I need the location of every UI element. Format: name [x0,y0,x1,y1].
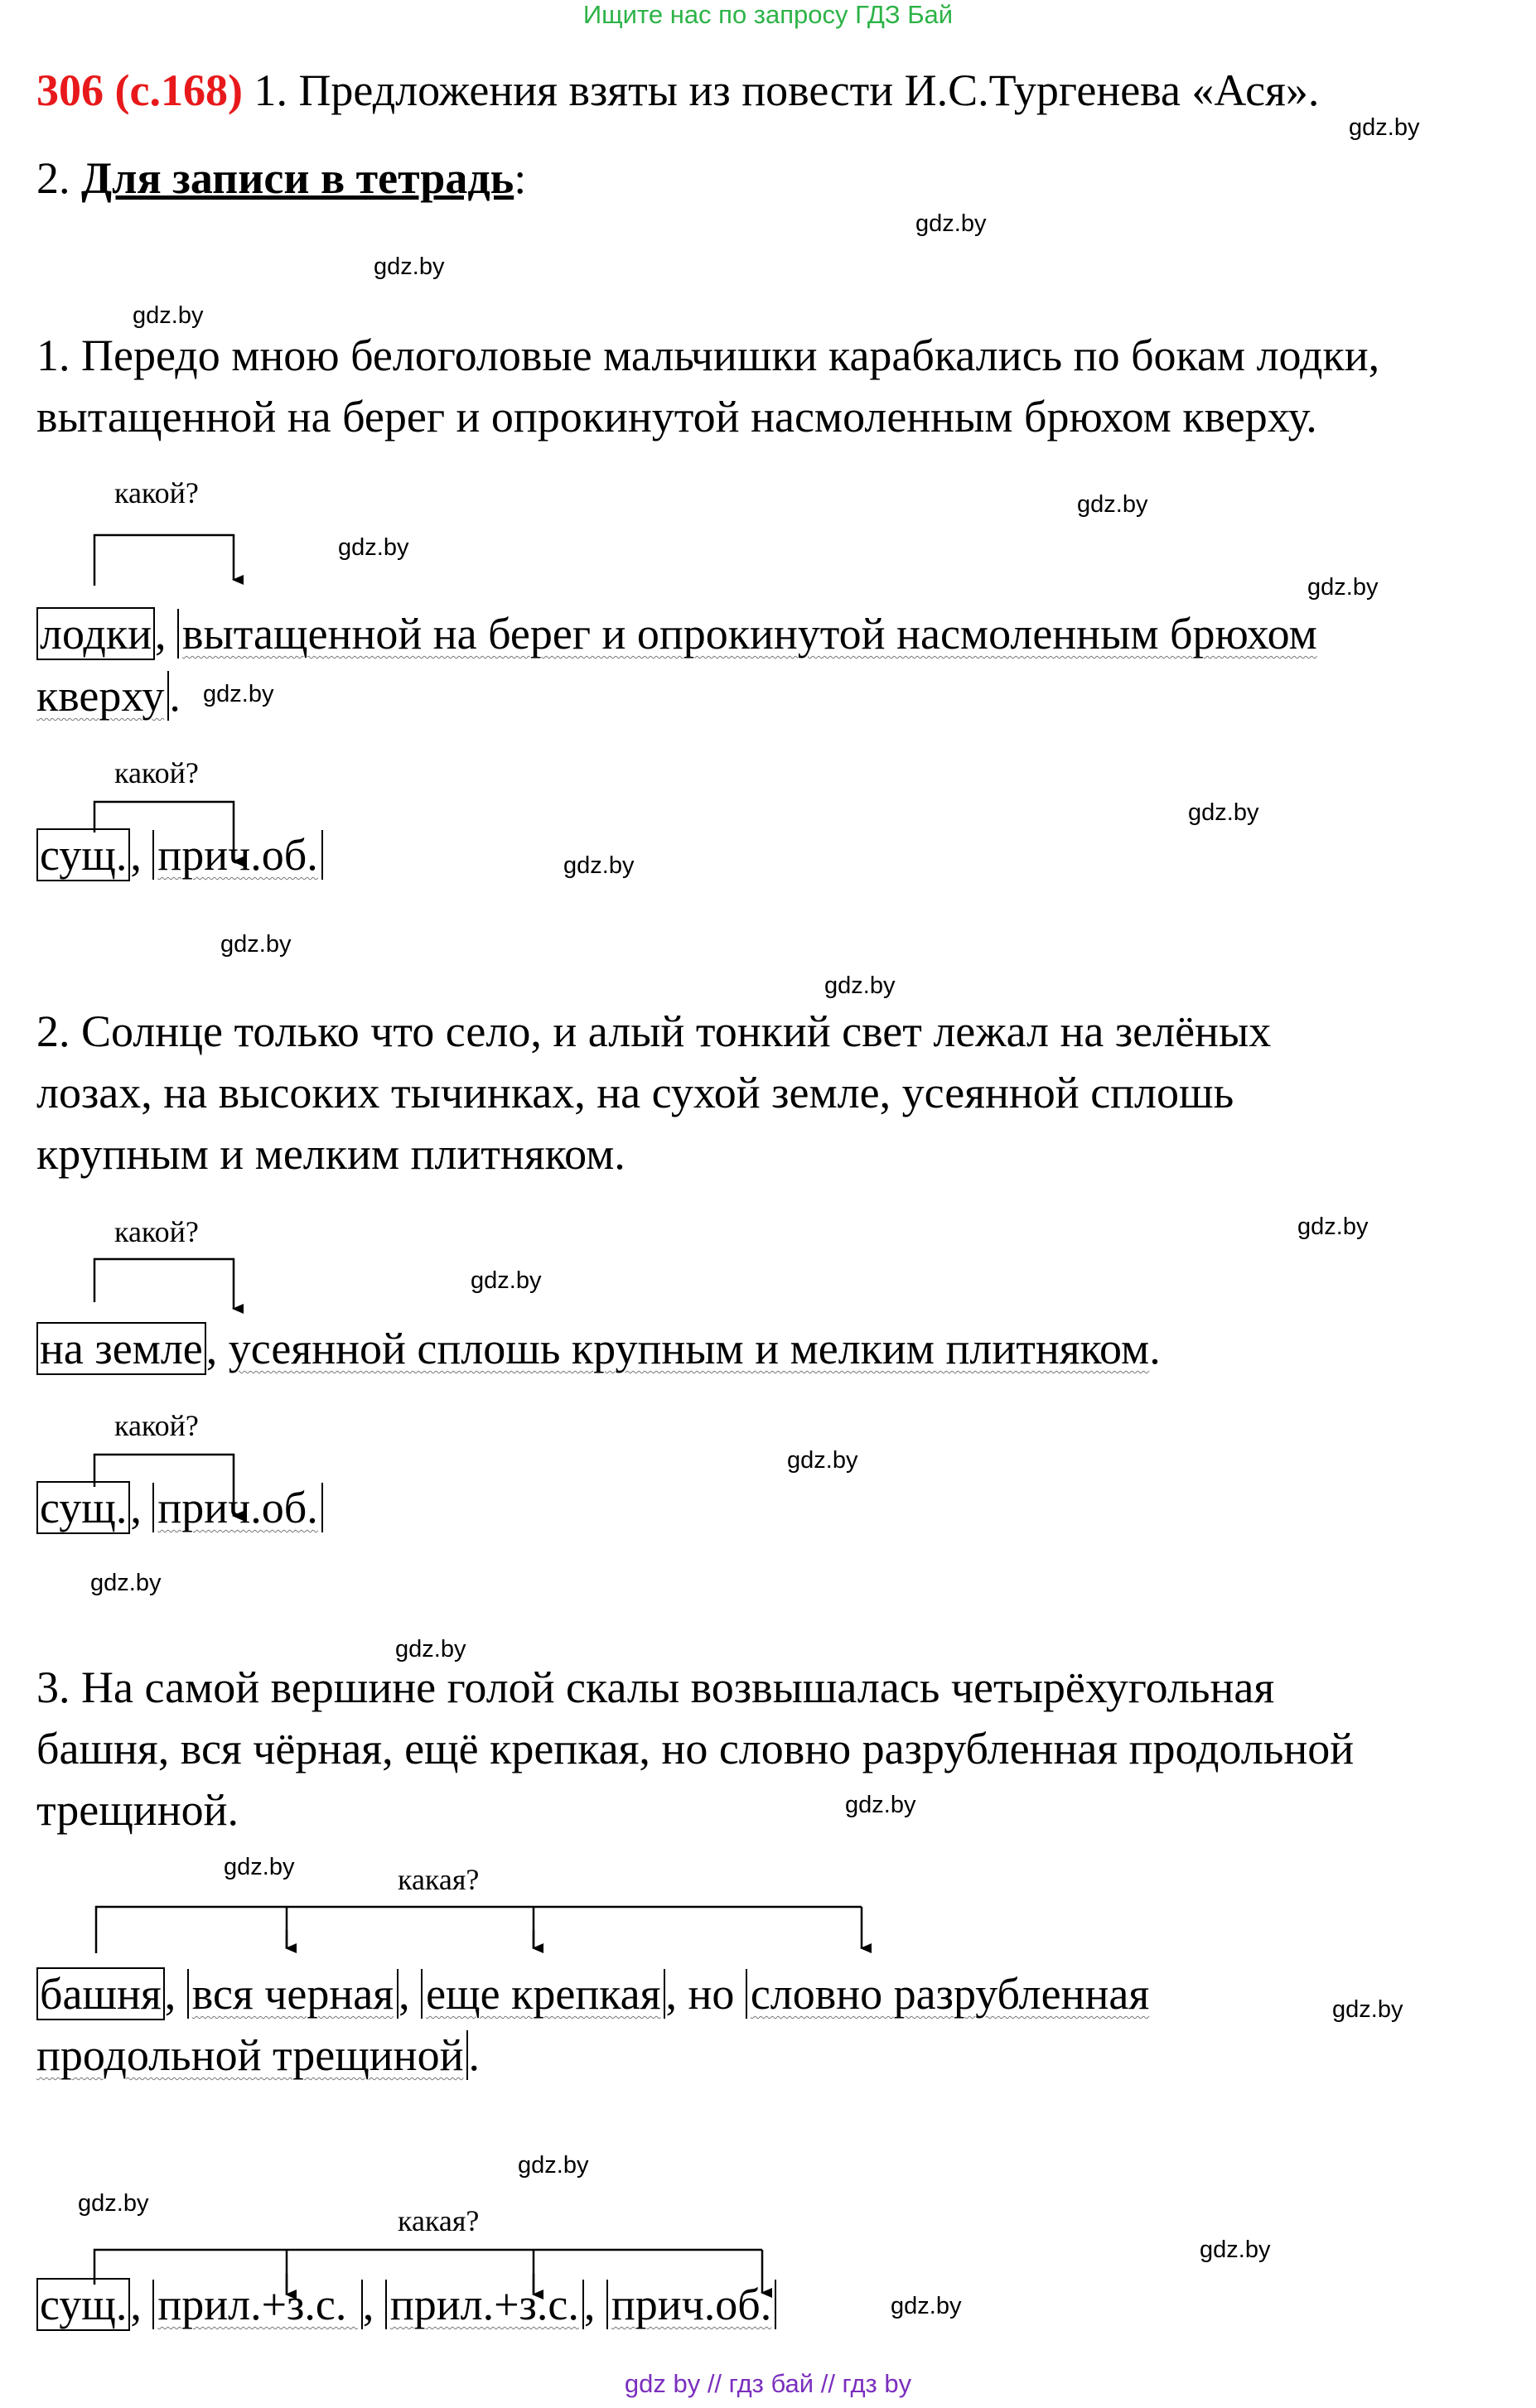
punct: . [169,671,181,721]
scheme-participle: прич.об. [152,830,322,880]
sentence-3-line-1: 3. На самой вершине голой скалы возвышалась четырёхугольная [36,1662,1275,1712]
task-title: Для записи в тетрадь [81,153,514,203]
watermark: gdz.by [471,1267,542,1294]
watermark: gdz.by [220,931,292,958]
punct: , [130,1483,153,1532]
scheme-noun: сущ. [36,828,130,881]
punct: , [205,1324,229,1373]
watermark: gdz.by [1200,2237,1271,2263]
arrow-6 [94,2250,762,2293]
scheme-adjective: прил.+з.с. [385,2280,584,2329]
watermark: gdz.by [78,2190,149,2217]
attribute-phrase: еще крепкая [421,1969,665,2019]
watermark: gdz.by [563,852,635,879]
watermark: gdz.by [824,972,896,999]
sentence-1-line-2: вытащенной на берег и опрокинутой насмоленным брюхом кверху. [36,392,1317,442]
punct: , [583,2280,606,2329]
participial-phrase: словно разрубленная [746,1969,1149,2019]
conjunction: , но [665,1969,746,2019]
arrow-6a-head [287,2274,534,2295]
banner-text[interactable]: Ищите нас по запросу ГДЗ Бай [582,0,954,29]
watermark: gdz.by [395,1636,466,1662]
arrow-1 [94,535,234,586]
watermark: gdz.by [338,534,409,561]
watermark: gdz.by [90,1570,162,1596]
punct: , [130,2280,153,2329]
watermark: gdz.by [1307,574,1379,601]
sentence-3-line-2: башня, вся чёрная, ещё крепкая, но словно разрубленная продольной [36,1724,1355,1773]
scheme-participle: прич.об. [606,2280,776,2329]
question-label: какая? [398,1863,480,1896]
defined-noun: на земле [36,1322,206,1375]
scheme-adjective: прил.+з.с. [152,2280,363,2329]
defined-noun: лодки [36,607,155,660]
footer-link[interactable]: гдз by [842,2369,912,2398]
watermark: gdz.by [845,1792,916,1818]
defined-noun: башня [36,1967,165,2020]
exercise-intro: 1. Предложения взяты из повести И.С.Тургенева «Ася». [242,65,1320,115]
arrow-3 [94,1259,234,1309]
watermark: gdz.by [224,1854,295,1880]
sentence-1-line-1: 1. Передо мною белоголовые мальчишки карабкались по бокам лодки, [36,331,1380,380]
participial-phrase-end: продольной трещиной [36,2030,468,2080]
attribute-phrase: вся черная [187,1969,398,2019]
question-label: какой? [114,476,199,509]
punct: , [398,1969,422,2019]
question-label: какой? [114,756,199,789]
sentence-2-line-3: крупным и мелким плитняком. [36,1129,626,1179]
punct: , [130,830,153,880]
watermark: gdz.by [203,681,274,707]
scheme-noun: сущ. [36,1481,130,1534]
punct: . [468,2030,480,2080]
arrow-2 [94,802,234,861]
scheme-noun: сущ. [36,2278,130,2331]
participial-phrase: вытащенной на берег и опрокинутой насмоленным брюхом [177,609,1317,659]
task-suffix: : [514,153,527,203]
exercise-number: 306 (с.168) [36,65,243,115]
arrow-5a-head [287,1930,534,1948]
sentence-2-line-1: 2. Солнце только что село, и алый тонкий свет лежал на зелёных [36,1006,1272,1056]
watermark: gdz.by [1188,799,1259,826]
watermark: gdz.by [1297,1214,1369,1240]
watermark: gdz.by [787,1447,858,1474]
punct: . [1149,1324,1161,1373]
footer-link[interactable]: гдз бай [728,2369,814,2398]
footer-separator: // [700,2369,729,2398]
watermark: gdz.by [1332,1996,1403,2023]
punct: , [155,609,167,659]
arrow-5 [96,1907,862,1953]
question-label: какая? [398,2204,480,2237]
scheme-participle: прич.об. [152,1483,322,1532]
watermark: gdz.by [915,210,987,237]
question-label: какой? [114,1409,199,1442]
punct: , [164,1969,187,2019]
watermark: gdz.by [374,253,445,280]
arrow-4 [94,1455,234,1516]
participial-phrase: усеянной сплошь крупным и мелким плитняком [228,1324,1150,1373]
question-label: какой? [114,1215,199,1248]
punct: , [362,2280,385,2329]
watermark: gdz.by [133,302,204,329]
watermark: gdz.by [518,2152,589,2179]
sentence-2-line-2: лозах, на высоких тычинках, на сухой земле, усеянной сплошь [36,1068,1234,1117]
footer-links [0,2369,1536,2399]
participial-phrase-end: кверху [36,671,169,721]
watermark: gdz.by [1349,114,1420,141]
watermark: gdz.by [1077,491,1148,518]
sentence-3-line-3: трещиной. [36,1785,239,1835]
footer-separator: // [814,2369,843,2398]
watermark: gdz.by [891,2293,962,2319]
footer-link[interactable]: gdz by [624,2369,701,2398]
task-prefix: 2. [36,153,81,203]
